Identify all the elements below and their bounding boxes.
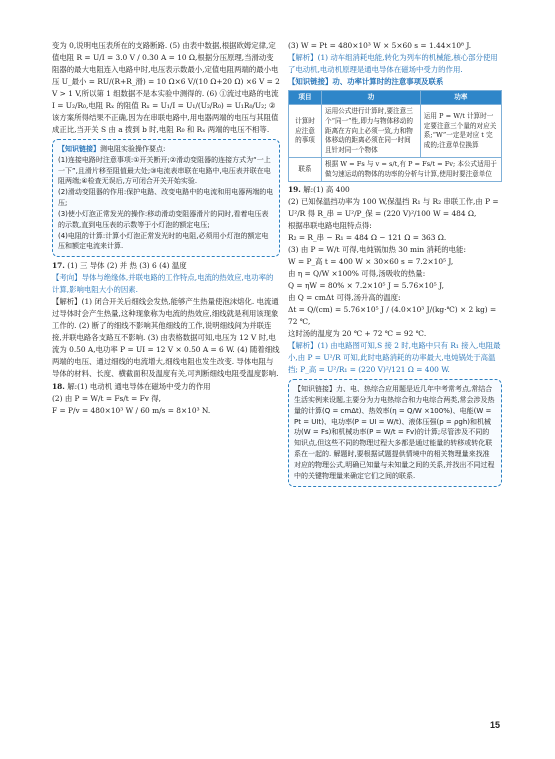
- knowledge-link-box: [52, 139, 280, 257]
- work-power-table: [288, 90, 502, 182]
- box-line: (3)使小灯泡正常发光的操作:移动滑动变阻器滑片的同时,看着电压表的示数,直到电压表的示数等于小灯泡的额定电压;: [58, 209, 269, 229]
- page-number: 15: [490, 720, 501, 730]
- answer-18-analysis: 【解析】(1) 动车组消耗电能,转化为列车的机械能,核心部分使用了电动机,电动机原理是通电导体在磁场中受力的作用.: [288, 52, 498, 74]
- table-header: 功率: [420, 90, 501, 105]
- answer-17: (1) 三 导体 (2) 并 热 (3) 6 (4) 温度: [67, 261, 187, 271]
- answer-18-part3: F = P/v = 480×10³ W / 60 m/s = 8×10³ N.: [52, 406, 211, 416]
- table-cell: 根据 W = Fs 与 v = s/t,有 P = Fs/t = Fv; 本公式适用于做匀速运动的物体的功率的分析与计算,使用时要注意单位: [322, 158, 502, 182]
- box-title-rest: 测电阻实验操作要点:: [100, 144, 166, 153]
- table-cell: 运用公式进行计算时,要注意三个“同一”性,即力与物体移动的距离在方向上必须一致,力和物体移动的距离必须在同一时间且针对同一个物体: [322, 105, 421, 158]
- table-row: [289, 158, 502, 182]
- box-title: 【知识链接】: [58, 144, 100, 153]
- table-header: 项目: [289, 90, 322, 105]
- right-column: [288, 40, 502, 490]
- answer-19-line: 这时汤的温度为 20 ℃ + 72 ℃ = 92 ℃.: [288, 329, 427, 339]
- box-line: (2)滑动变阻器的作用:保护电路、改变电路中的电流和用电器两端的电压;: [58, 188, 274, 208]
- answer-19-analysis: 【解析】(1) 由电路图可知,S 接 2 时,电路中只有 R₁ 接入,电阻最小,由 P = U²/R 可知,此时电路消耗的功率最大,电炖锅处于高温挡; P_高 = U²/R₁ = (220 V)²/121 Ω = 400 W.: [288, 341, 501, 375]
- table-cell: 计算时应注意的事项: [289, 105, 322, 158]
- table-row: [289, 105, 502, 158]
- answer-17-topic: 【考向】导体与绝缘体,并联电路的工作特点,电流的热效应,电功率的计算,影响电阻大小的因素.: [52, 273, 274, 295]
- answer-19-line: (3) 由 P = W/t 可得,电炖锅加热 30 min 消耗的电能:: [288, 245, 466, 255]
- answer-19-line: Q = ηW = 80% × 7.2×10⁵ J = 5.76×10⁵ J,: [288, 281, 444, 291]
- answer-19-line: Δt = Q/(cm) = 5.76×10⁵ J / (4.0×10³ J/(kg·℃) × 2 kg) = 72 ℃,: [288, 305, 497, 327]
- left-column: [52, 40, 280, 417]
- knowledge-link-heading: 【知识链接】功、功率计算时的注意事项及联系: [288, 76, 444, 86]
- answer-19-line: 根据串联电路电阻特点得:: [288, 221, 372, 231]
- answer-19-line: 由 Q = cmΔt 可得,汤升高的温度:: [288, 293, 401, 303]
- box-line: (1)连接电路时注意事项:①开关断开;②滑动变阻器的连接方式为“一上一下”,且滑片移至阻值最大处;③电流表串联在电路中,电压表并联在电阻两端;④检查无误后,方可闭合开关开始实验.: [58, 155, 271, 186]
- answer-18-part2: (2) 由 P = W/t = Fs/t = Fv 得,: [52, 394, 162, 404]
- box-line: (4)电阻的计算:计算小灯泡正常发光时的电阻,必须用小灯泡的额定电压和额定电流来计算.: [58, 231, 269, 251]
- table-cell: 运用 P = W/t 计算时一定要注意三个量的对应关系;“W”一定是对应 t 完成的;注意单位换算: [420, 105, 501, 158]
- answer-19-line: R₂ = R_串 − R₁ = 484 Ω − 121 Ω = 363 Ω.: [288, 233, 447, 243]
- answer-18-part1: 解:(1) 电动机 通电导体在磁场中受力的作用: [67, 382, 211, 392]
- knowledge-link-box-2: [288, 379, 502, 487]
- question-number: 17.: [52, 261, 65, 271]
- answer-19-line: 解:(1) 高 400: [303, 185, 350, 195]
- answer-19-line: W = P_高 t = 400 W × 30×60 s = 7.2×10⁵ J,: [288, 257, 454, 267]
- question-number: 18.: [52, 382, 65, 392]
- table-header: 功: [322, 90, 421, 105]
- question-number: 19.: [288, 185, 301, 195]
- box-text: 【知识链接】力、电、热综合应用题是近几年中考常考点,常结合生活实例来设题,主要分为力电热综合和力电综合两类,常会涉及热量的计算(Q = cmΔt)、热效率(η = Q/W ×100%)、电能(W = Pt = UIt)、电功率(P = UI = W/t)、液体压强(p = ρgh)和机械功(W = Fs)和机械功率(P = W/t = Fv)的计算;尽管涉及不同的知识点,但这些不同的物理过程大多都是通过能量的转移或转化联系在一起的. 解题时,要根据试题提供情境中的相关物理量来找准对应的物理公式,明确已知量与未知量之间的关系,并找出不同过程中的关键物理量来确定它们之间的联系.: [294, 385, 495, 480]
- answer-18-part4: (3) W = Pt = 480×10³ W × 5×60 s = 1.44×10⁸ J.: [288, 41, 472, 50]
- answer-17-analysis: 【解析】(1) 闭合开关后细线会发热,能够产生热量使泡沫熔化. 电流通过导体时会产生热量,这种现象称为电流的热效应,细线就是利用该现象工作的. (2) 断了的细线不影响其他细线的工作,说明细线间为并联连接,并联电路各支路互不影响. (3) 由表格数据可知,电压为 12 V 时,电流为 0.50 A,电功率 P = UI = 12 V × 0.50 A = 6 W. (4) 随着细线两端的电压、通过细线的电流增大,细线电阻也发生改变. 导体电阻与导体的材料、长度、横截面积及温度有关,可判断细线电阻受温度影响.: [52, 297, 280, 379]
- answer-19-line: (2) 已知保温挡功率为 100 W,保温挡 R₁ 与 R₂ 串联工作,由 P = U²/R 得 R_串 = U²/P_保 = (220 V)²/100 W = 484 Ω,: [288, 197, 499, 219]
- answer-16-continued: 变为 0,说明电压表所在的支路断路. (5) 由表中数据,根据欧姆定律,定值电阻 R = U/I = 3.0 V / 0.30 A = 10 Ω,根据分压原理,当滑动变阻器的最大电阻连入电路中时,电压表示数最小,定值电阻两端的最小电压 U_最小 = RU/(R+R_滑) = 10 Ω×6 V/(10 Ω+20 Ω) ×6 V = 2 V > 1 V,所以第 1 组数据不是本实验中测得的. (6) ①流过电路的电流 I = U₂/R₀,电阻 Rₓ 的阻值 Rₓ = U₁/I = U₁/(U₂/R₀) = U₁R₀/U₂; ②该方案所得结果不正确,因为在串联电路中,用电器两端的电压与其阻值成正比,当开关 S 由 a 拨到 b 时,电阻 R₀ 和 Rₓ 两端的电压不相等.: [52, 41, 280, 134]
- table-cell: 联系: [289, 158, 322, 182]
- answer-19-line: 由 η = Q/W ×100% 可得,汤吸收的热量:: [288, 269, 426, 279]
